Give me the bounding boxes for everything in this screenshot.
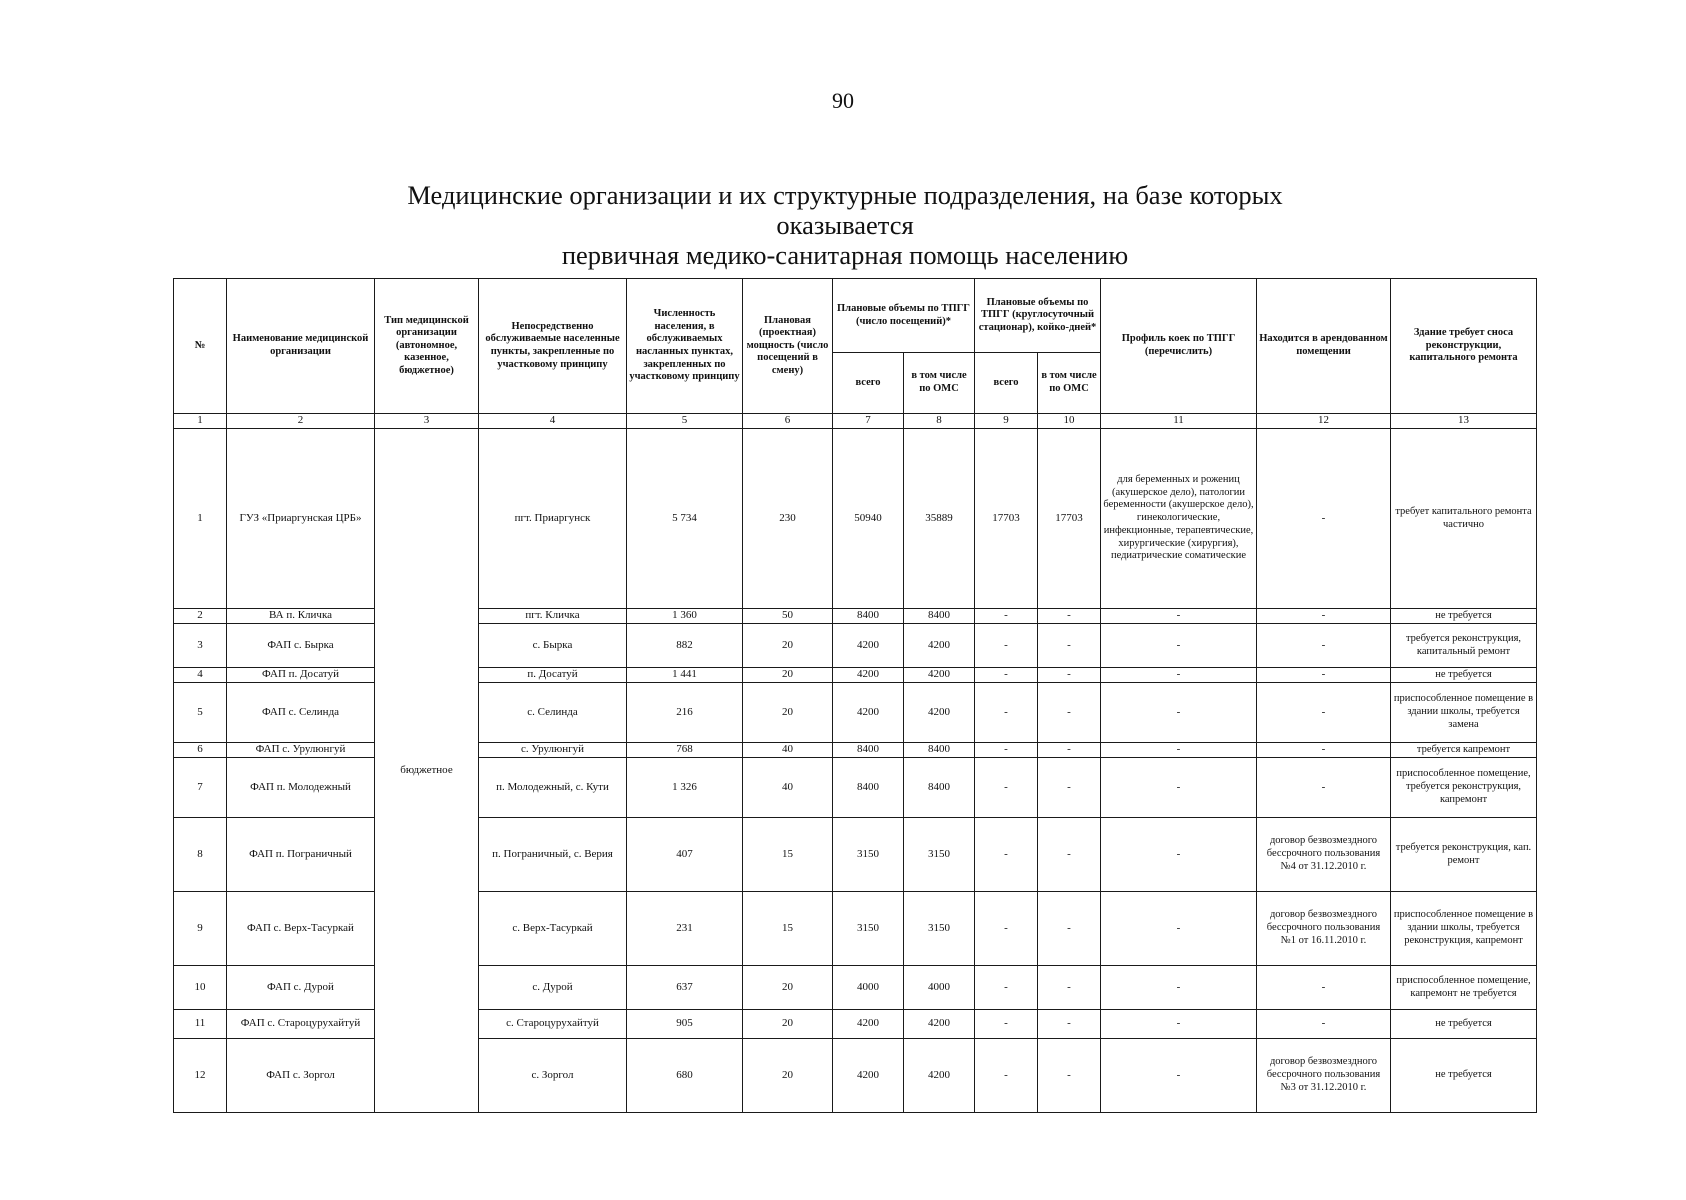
beds-total: - xyxy=(975,668,1038,683)
rented: - xyxy=(1257,609,1391,624)
places: с. Селинда xyxy=(479,683,627,743)
row-number: 6 xyxy=(174,743,227,758)
row-number: 12 xyxy=(174,1039,227,1113)
row-number: 3 xyxy=(174,624,227,668)
visits-total: 8400 xyxy=(833,743,904,758)
header-beds-group: Плановые объемы по ТПГГ (круглосуточный стационар), койко-дней* xyxy=(975,279,1101,353)
column-number: 8 xyxy=(904,414,975,429)
repair-status: требует капитального ремонта частично xyxy=(1391,429,1537,609)
beds-oms: 17703 xyxy=(1038,429,1101,609)
row-number: 7 xyxy=(174,758,227,818)
bed-profile: - xyxy=(1101,609,1257,624)
bed-profile: - xyxy=(1101,966,1257,1010)
beds-oms: - xyxy=(1038,892,1101,966)
repair-status: приспособленное помещение в здании школы, требуется реконструкция, капремонт xyxy=(1391,892,1537,966)
bed-profile: - xyxy=(1101,892,1257,966)
rented: - xyxy=(1257,683,1391,743)
org-name: ФАП с. Бырка xyxy=(227,624,375,668)
places: пгт. Кличка xyxy=(479,609,627,624)
org-name: ФАП п. Пограничный xyxy=(227,818,375,892)
column-number: 7 xyxy=(833,414,904,429)
capacity: 230 xyxy=(743,429,833,609)
places: п. Досатуй xyxy=(479,668,627,683)
column-number: 6 xyxy=(743,414,833,429)
organizations-table xyxy=(173,278,1537,1113)
visits-total: 4200 xyxy=(833,668,904,683)
beds-total: - xyxy=(975,743,1038,758)
bed-profile: - xyxy=(1101,624,1257,668)
bed-profile: - xyxy=(1101,1039,1257,1113)
beds-total: 17703 xyxy=(975,429,1038,609)
rented: - xyxy=(1257,429,1391,609)
beds-oms: - xyxy=(1038,668,1101,683)
places: п. Пограничный, с. Верия xyxy=(479,818,627,892)
header-places: Непосредственно обслуживаемые населенные пункты, закрепленные по участковому принципу xyxy=(479,279,627,414)
row-number: 5 xyxy=(174,683,227,743)
capacity: 20 xyxy=(743,683,833,743)
beds-total: - xyxy=(975,758,1038,818)
repair-status: приспособленное помещение, капремонт не требуется xyxy=(1391,966,1537,1010)
page-number: 90 xyxy=(832,88,854,113)
bed-profile: - xyxy=(1101,1010,1257,1039)
beds-oms: - xyxy=(1038,818,1101,892)
row-number: 10 xyxy=(174,966,227,1010)
row-number: 2 xyxy=(174,609,227,624)
header-rented: Находится в арендованном помещении xyxy=(1257,279,1391,414)
beds-total: - xyxy=(975,892,1038,966)
places: с. Урулюнгуй xyxy=(479,743,627,758)
header-visits-oms: в том числе по ОМС xyxy=(904,353,975,414)
beds-total: - xyxy=(975,609,1038,624)
column-number: 1 xyxy=(174,414,227,429)
table-row xyxy=(174,429,1537,609)
header-beds-total: всего xyxy=(975,353,1038,414)
beds-total: - xyxy=(975,966,1038,1010)
org-name: ФАП с. Староцурухайтуй xyxy=(227,1010,375,1039)
row-number: 11 xyxy=(174,1010,227,1039)
capacity: 20 xyxy=(743,624,833,668)
header-repair: Здание требует сноса реконструкции, капитального ремонта xyxy=(1391,279,1537,414)
org-name: ФАП с. Зоргол xyxy=(227,1039,375,1113)
bed-profile: - xyxy=(1101,758,1257,818)
visits-oms: 4200 xyxy=(904,683,975,743)
beds-oms: - xyxy=(1038,743,1101,758)
population: 637 xyxy=(627,966,743,1010)
repair-status: не требуется xyxy=(1391,1039,1537,1113)
visits-total: 4200 xyxy=(833,1010,904,1039)
header-capacity: Плановая (проектная) мощность (число посещений в смену) xyxy=(743,279,833,414)
org-name: ФАП с. Селинда xyxy=(227,683,375,743)
org-type: бюджетное xyxy=(375,429,479,1113)
repair-status: не требуется xyxy=(1391,668,1537,683)
capacity: 20 xyxy=(743,966,833,1010)
column-number: 2 xyxy=(227,414,375,429)
rented: - xyxy=(1257,624,1391,668)
places: с. Зоргол xyxy=(479,1039,627,1113)
beds-total: - xyxy=(975,624,1038,668)
places: пгт. Приаргунск xyxy=(479,429,627,609)
beds-oms: - xyxy=(1038,1010,1101,1039)
bed-profile: для беременных и рожениц (акушерское дело), патологии беременности (акушерское дело), гинекологические, инфекционные, терапевтические, хирургические (хирургия), педиатрические соматические xyxy=(1101,429,1257,609)
population: 5 734 xyxy=(627,429,743,609)
bed-profile: - xyxy=(1101,743,1257,758)
row-number: 9 xyxy=(174,892,227,966)
population: 1 360 xyxy=(627,609,743,624)
visits-total: 4200 xyxy=(833,1039,904,1113)
row-number: 4 xyxy=(174,668,227,683)
org-name: ФАП с. Дурой xyxy=(227,966,375,1010)
visits-total: 4200 xyxy=(833,624,904,668)
org-name: ФАП с. Урулюнгуй xyxy=(227,743,375,758)
column-number-row xyxy=(174,414,1537,429)
org-name: ФАП с. Верх-Тасуркай xyxy=(227,892,375,966)
capacity: 20 xyxy=(743,668,833,683)
column-number: 4 xyxy=(479,414,627,429)
visits-oms: 8400 xyxy=(904,609,975,624)
bed-profile: - xyxy=(1101,668,1257,683)
visits-oms: 4200 xyxy=(904,624,975,668)
capacity: 15 xyxy=(743,818,833,892)
beds-oms: - xyxy=(1038,1039,1101,1113)
rented: - xyxy=(1257,966,1391,1010)
rented: договор безвозмездного бессрочного пользования №3 от 31.12.2010 г. xyxy=(1257,1039,1391,1113)
header-number: № xyxy=(174,279,227,414)
places: с. Дурой xyxy=(479,966,627,1010)
visits-oms: 3150 xyxy=(904,818,975,892)
visits-oms: 4200 xyxy=(904,1039,975,1113)
header-org-type: Тип медицинской организации (автономное, казенное, бюджетное) xyxy=(375,279,479,414)
org-name: ФАП п. Молодежный xyxy=(227,758,375,818)
capacity: 20 xyxy=(743,1010,833,1039)
visits-total: 4200 xyxy=(833,683,904,743)
column-number: 9 xyxy=(975,414,1038,429)
bed-profile: - xyxy=(1101,818,1257,892)
visits-total: 8400 xyxy=(833,609,904,624)
beds-total: - xyxy=(975,1010,1038,1039)
beds-oms: - xyxy=(1038,609,1101,624)
beds-oms: - xyxy=(1038,683,1101,743)
beds-total: - xyxy=(975,818,1038,892)
places: с. Верх-Тасуркай xyxy=(479,892,627,966)
document-title xyxy=(340,180,1350,270)
row-number: 1 xyxy=(174,429,227,609)
population: 680 xyxy=(627,1039,743,1113)
column-number: 12 xyxy=(1257,414,1391,429)
capacity: 50 xyxy=(743,609,833,624)
header-visits-total: всего xyxy=(833,353,904,414)
org-name: ФАП п. Досатуй xyxy=(227,668,375,683)
repair-status: приспособленное помещение, требуется реконструкция, капремонт xyxy=(1391,758,1537,818)
rented: - xyxy=(1257,758,1391,818)
beds-oms: - xyxy=(1038,966,1101,1010)
visits-oms: 4200 xyxy=(904,1010,975,1039)
rented: - xyxy=(1257,1010,1391,1039)
repair-status: требуется реконструкция, кап. ремонт xyxy=(1391,818,1537,892)
column-number: 3 xyxy=(375,414,479,429)
rented: - xyxy=(1257,743,1391,758)
places: п. Молодежный, с. Кути xyxy=(479,758,627,818)
visits-oms: 8400 xyxy=(904,758,975,818)
header-bed-profile: Профиль коек по ТПГГ (перечислить) xyxy=(1101,279,1257,414)
header-beds-oms: в том числе по ОМС xyxy=(1038,353,1101,414)
places: с. Бырка xyxy=(479,624,627,668)
visits-total: 3150 xyxy=(833,818,904,892)
beds-total: - xyxy=(975,1039,1038,1113)
column-number: 5 xyxy=(627,414,743,429)
row-number: 8 xyxy=(174,818,227,892)
population: 231 xyxy=(627,892,743,966)
rented: договор безвозмездного бессрочного пользования №4 от 31.12.2010 г. xyxy=(1257,818,1391,892)
table-header xyxy=(174,279,1537,429)
org-name: ГУЗ «Приаргунская ЦРБ» xyxy=(227,429,375,609)
capacity: 20 xyxy=(743,1039,833,1113)
visits-total: 8400 xyxy=(833,758,904,818)
repair-status: не требуется xyxy=(1391,1010,1537,1039)
visits-oms: 4200 xyxy=(904,668,975,683)
visits-oms: 4000 xyxy=(904,966,975,1010)
capacity: 15 xyxy=(743,892,833,966)
column-number: 10 xyxy=(1038,414,1101,429)
table-body xyxy=(174,429,1537,1113)
repair-status: требуется реконструкция, капитальный ремонт xyxy=(1391,624,1537,668)
population: 216 xyxy=(627,683,743,743)
title-line-2: первичная медико-санитарная помощь населению xyxy=(561,240,1129,270)
repair-status: не требуется xyxy=(1391,609,1537,624)
visits-oms: 35889 xyxy=(904,429,975,609)
visits-total: 4000 xyxy=(833,966,904,1010)
visits-total: 3150 xyxy=(833,892,904,966)
column-number: 13 xyxy=(1391,414,1537,429)
capacity: 40 xyxy=(743,743,833,758)
title-line-1: Медицинские организации и их структурные подразделения, на базе которых оказывается xyxy=(407,180,1283,240)
places: с. Староцурухайтуй xyxy=(479,1010,627,1039)
visits-total: 50940 xyxy=(833,429,904,609)
repair-status: приспособленное помещение в здании школы, требуется замена xyxy=(1391,683,1537,743)
capacity: 40 xyxy=(743,758,833,818)
visits-oms: 8400 xyxy=(904,743,975,758)
population: 1 441 xyxy=(627,668,743,683)
population: 882 xyxy=(627,624,743,668)
population: 768 xyxy=(627,743,743,758)
beds-oms: - xyxy=(1038,758,1101,818)
header-visits-group: Плановые объемы по ТПГГ (число посещений)* xyxy=(833,279,975,353)
header-population: Численность населения, в обслуживаемых насланных пунктах, закрепленных по участковому принципу xyxy=(627,279,743,414)
population: 407 xyxy=(627,818,743,892)
rented: - xyxy=(1257,668,1391,683)
repair-status: требуется капремонт xyxy=(1391,743,1537,758)
column-number: 11 xyxy=(1101,414,1257,429)
bed-profile: - xyxy=(1101,683,1257,743)
visits-oms: 3150 xyxy=(904,892,975,966)
population: 1 326 xyxy=(627,758,743,818)
header-org-name: Наименование медицинской организации xyxy=(227,279,375,414)
population: 905 xyxy=(627,1010,743,1039)
beds-oms: - xyxy=(1038,624,1101,668)
rented: договор безвозмездного бессрочного пользования №1 от 16.11.2010 г. xyxy=(1257,892,1391,966)
org-name: ВА п. Кличка xyxy=(227,609,375,624)
beds-total: - xyxy=(975,683,1038,743)
